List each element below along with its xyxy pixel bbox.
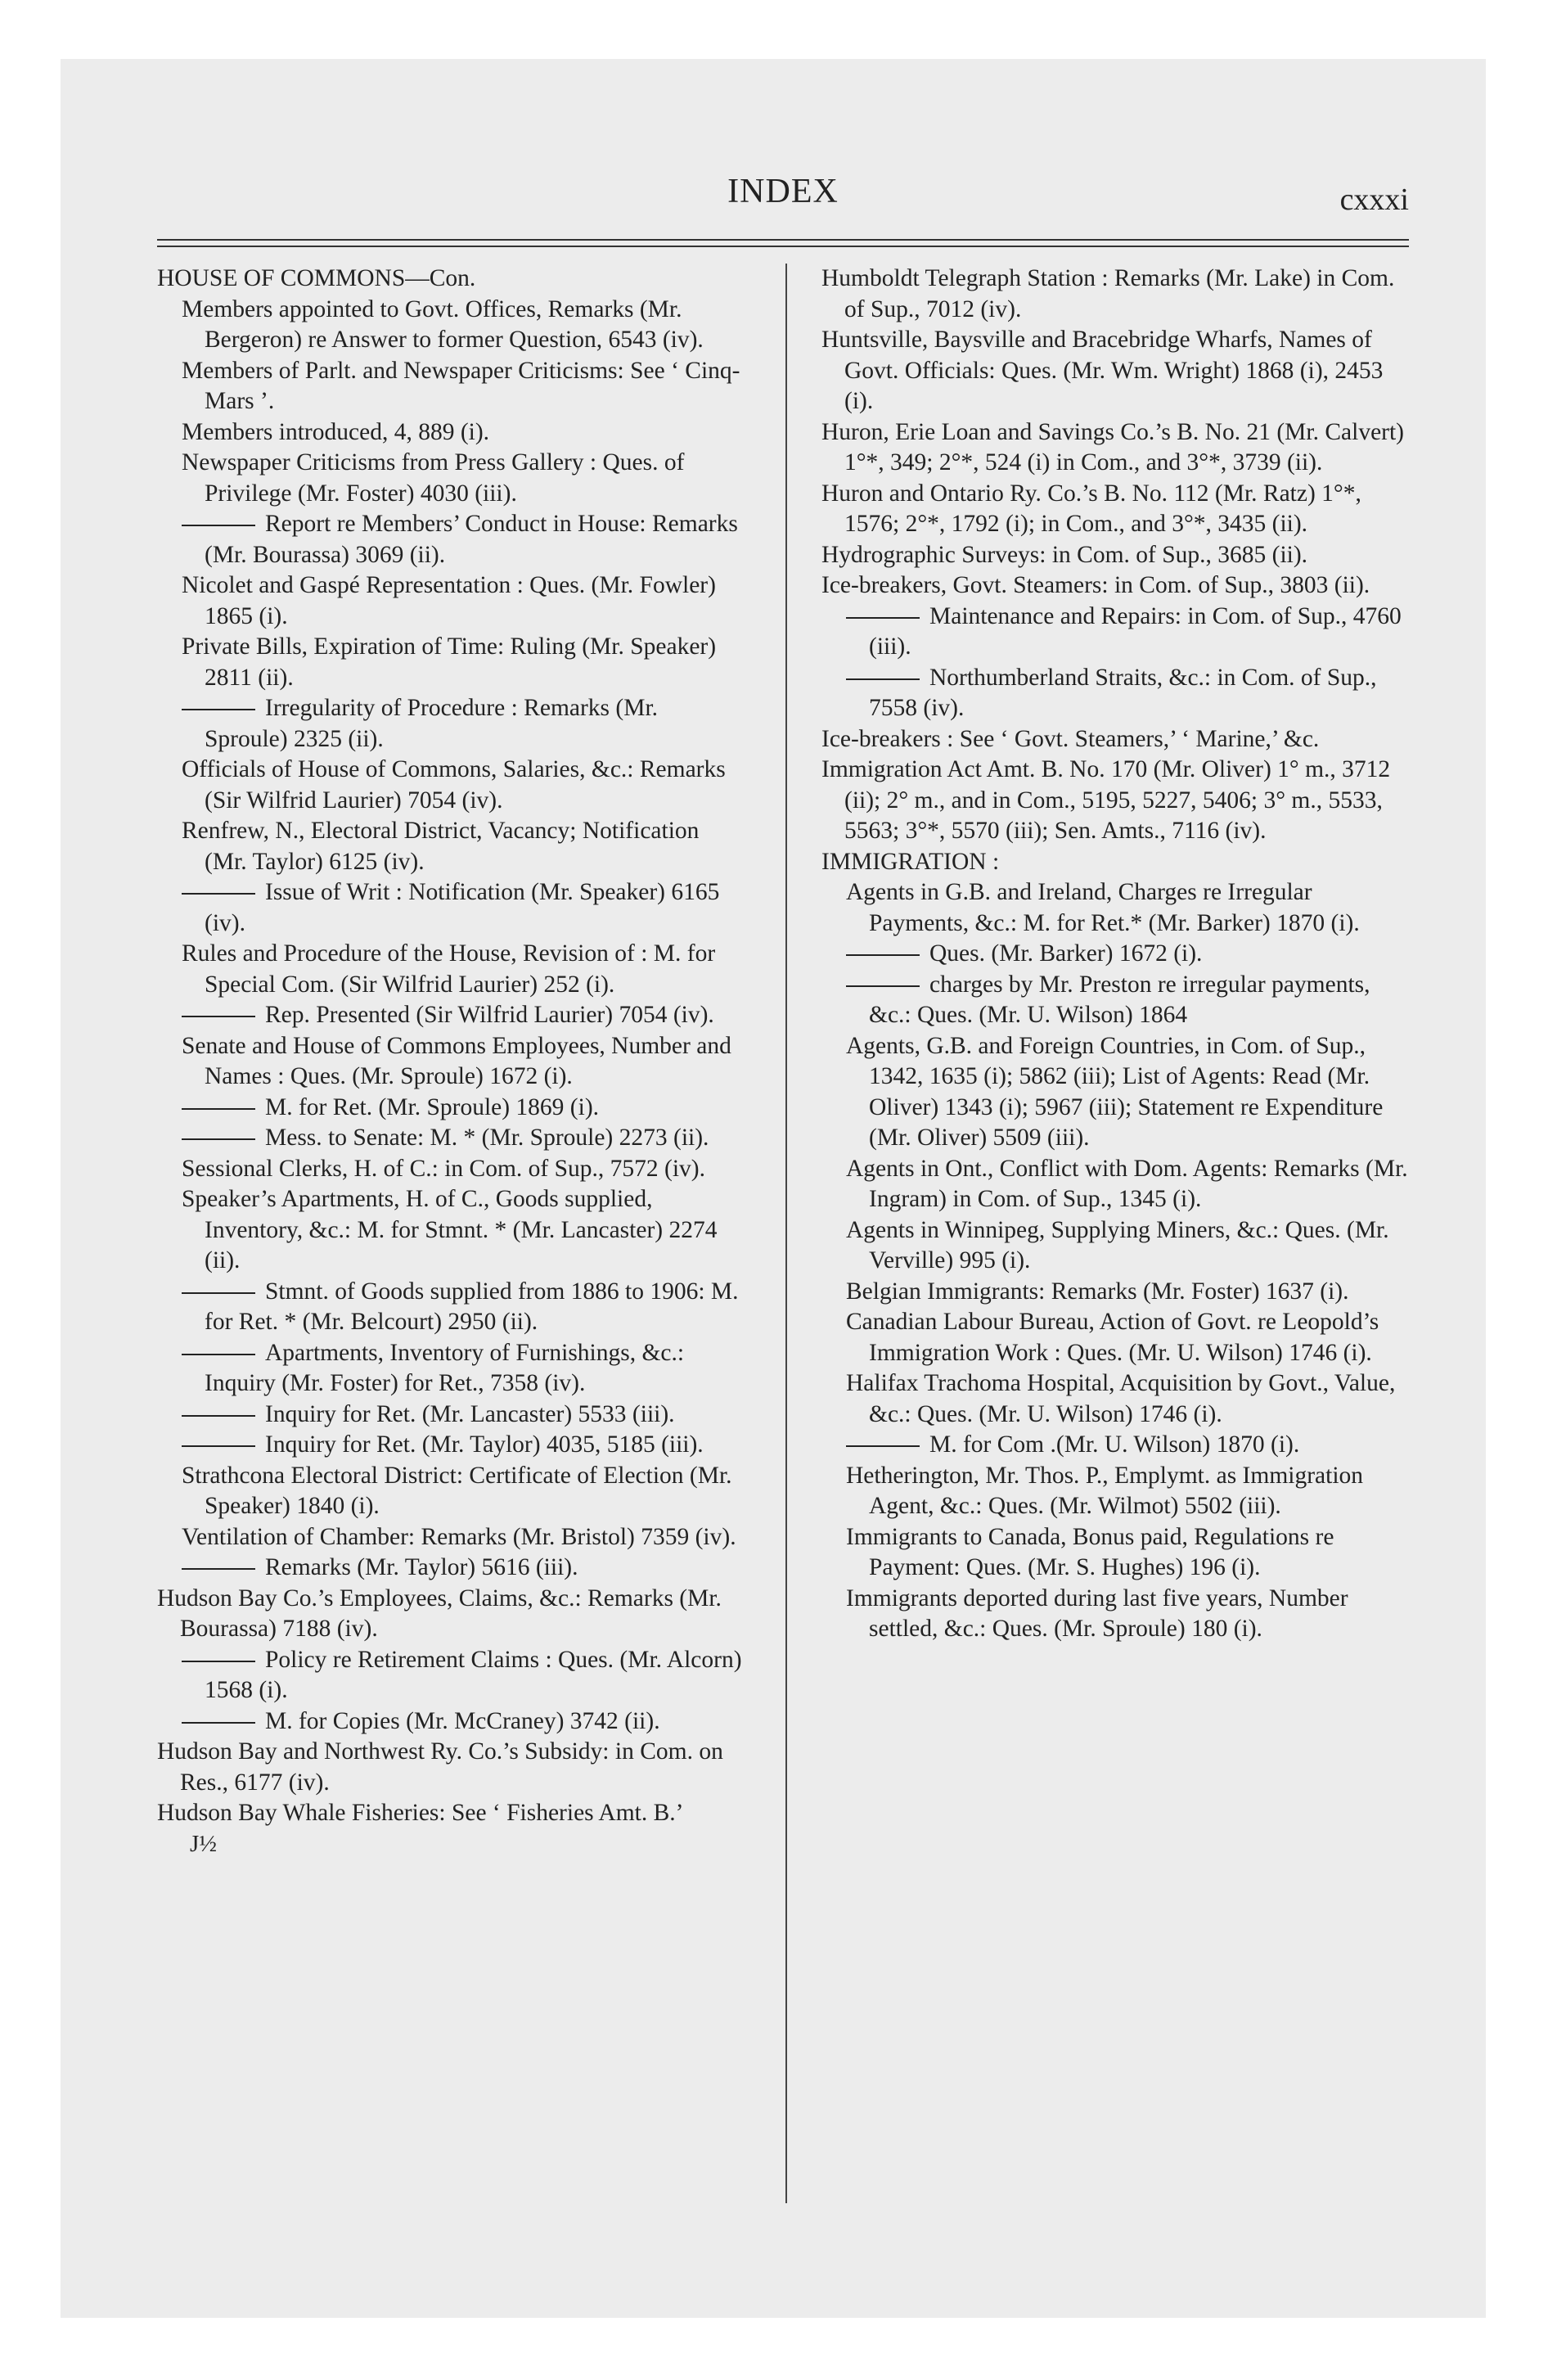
index-subentry bbox=[821, 663, 1411, 724]
index-entry bbox=[157, 356, 746, 417]
entry-text: Humboldt Telegraph Station : Remarks (Mr. Lake) in Com. of Sup., 7012 (iv). bbox=[821, 265, 1395, 322]
entry-text: Huron, Erie Loan and Savings Co.’s B. No. 21 (Mr. Calvert) 1°*, 349; 2°*, 524 (i) in Com., and 3°*, 3739 (ii). bbox=[821, 418, 1405, 476]
entry-text: Sessional Clerks, H. of C.: in Com. of Sup., 7572 (iv). bbox=[182, 1155, 705, 1182]
index-entry bbox=[821, 1368, 1411, 1430]
index-subentry bbox=[157, 1000, 746, 1031]
index-entry bbox=[157, 939, 746, 1000]
index-entry bbox=[821, 1031, 1411, 1154]
index-entry bbox=[821, 1215, 1411, 1277]
ditto-dash bbox=[846, 1445, 920, 1447]
entry-text: Inquiry for Ret. (Mr. Taylor) 4035, 5185 (iii). bbox=[265, 1431, 704, 1458]
entry-text: Strathcona Electoral District: Certificate of Election (Mr. Speaker) 1840 (i). bbox=[182, 1462, 732, 1519]
index-subentry bbox=[157, 1400, 746, 1431]
index-subentry bbox=[157, 1123, 746, 1154]
entry-text: Immigration Act Amt. B. No. 170 (Mr. Oliver) 1° m., 3712 (ii); 2° m., and in Com., 5195, 5227, 5406; 3° m., 5533, 5563; 3°*, 5570 (iii); Sen. Amts., 7116 (iv). bbox=[821, 756, 1391, 844]
ditto-dash bbox=[846, 985, 920, 987]
scanned-page-background bbox=[61, 59, 1486, 2318]
index-entry bbox=[157, 570, 746, 632]
left-column bbox=[157, 264, 746, 1859]
column-divider bbox=[785, 264, 787, 2203]
index-entry bbox=[821, 1522, 1411, 1584]
index-entry bbox=[157, 816, 746, 877]
index-subentry bbox=[821, 1430, 1411, 1461]
index-entry bbox=[157, 1522, 746, 1553]
entry-text: Issue of Writ : Notification (Mr. Speaker) 6165 (iv). bbox=[205, 879, 720, 936]
entry-text: Huntsville, Baysville and Bracebridge Wharfs, Names of Govt. Officials: Ques. (Mr. Wm. Wright) 1868 (i), 2453 (i). bbox=[821, 327, 1384, 414]
index-entry bbox=[157, 448, 746, 509]
index-subentry bbox=[821, 939, 1411, 970]
entry-text: Inquiry for Ret. (Mr. Lancaster) 5533 (iii). bbox=[265, 1400, 675, 1427]
entry-text: Renfrew, N., Electoral District, Vacancy; Notification (Mr. Taylor) 6125 (iv). bbox=[182, 818, 700, 875]
entry-text: Stmnt. of Goods supplied from 1886 to 1906: M. for Ret. * (Mr. Belcourt) 2950 (ii). bbox=[205, 1278, 739, 1335]
index-entry bbox=[157, 417, 746, 449]
index-entry bbox=[157, 1154, 746, 1185]
ditto-dash bbox=[846, 678, 920, 680]
right-column bbox=[821, 264, 1411, 1645]
ditto-dash bbox=[182, 893, 255, 895]
index-entry bbox=[821, 1461, 1411, 1522]
index-heading bbox=[157, 264, 746, 295]
entry-text: Remarks (Mr. Taylor) 5616 (iii). bbox=[265, 1554, 578, 1580]
index-heading bbox=[157, 1584, 746, 1645]
index-entry bbox=[157, 632, 746, 693]
entry-text: Apartments, Inventory of Furnishings, &c.: Inquiry (Mr. Foster) for Ret., 7358 (iv). bbox=[205, 1339, 685, 1396]
entry-text: Halifax Trachoma Hospital, Acquisition by Govt., Value, &c.: Ques. (Mr. U. Wilson) 1746 (i). bbox=[846, 1370, 1396, 1427]
ditto-dash bbox=[182, 1661, 255, 1662]
entry-text: Agents in Winnipeg, Supplying Miners, &c.: Ques. (Mr. Verville) 995 (i). bbox=[846, 1216, 1389, 1273]
entry-text: charges by Mr. Preston re irregular payments, &c.: Ques. (Mr. U. Wilson) 1864 bbox=[869, 971, 1370, 1028]
entry-text: Ventilation of Chamber: Remarks (Mr. Bristol) 7359 (iv). bbox=[182, 1523, 736, 1550]
index-subentry bbox=[157, 1338, 746, 1400]
page-header bbox=[157, 172, 1409, 229]
ditto-dash bbox=[182, 1445, 255, 1447]
signature-mark: J½ bbox=[190, 1830, 218, 1857]
index-entry bbox=[821, 1584, 1411, 1645]
entry-text: M. for Com .(Mr. U. Wilson) 1870 (i). bbox=[929, 1431, 1300, 1458]
entry-text: Hudson Bay Co.’s Employees, Claims, &c.: Remarks (Mr. Bourassa) 7188 (iv). bbox=[157, 1584, 722, 1642]
index-heading bbox=[821, 570, 1411, 602]
header-rule-top bbox=[157, 239, 1409, 241]
entry-text: Irregularity of Procedure : Remarks (Mr. Sproule) 2325 (ii). bbox=[205, 695, 659, 752]
index-heading bbox=[821, 264, 1411, 325]
header-rule-bottom bbox=[157, 246, 1409, 247]
index-heading bbox=[821, 724, 1411, 755]
ditto-dash bbox=[182, 1108, 255, 1110]
index-heading bbox=[821, 417, 1411, 479]
index-subentry bbox=[821, 602, 1411, 663]
ditto-dash bbox=[846, 954, 920, 956]
index-subentry bbox=[157, 1093, 746, 1124]
index-heading bbox=[821, 540, 1411, 571]
index-subentry bbox=[821, 970, 1411, 1031]
index-entry bbox=[157, 1184, 746, 1277]
index-heading bbox=[821, 325, 1411, 417]
index-heading bbox=[821, 847, 1411, 878]
entry-text: Belgian Immigrants: Remarks (Mr. Foster) 1637 (i). bbox=[846, 1278, 1349, 1305]
index-heading bbox=[821, 479, 1411, 540]
entry-text: Hetherington, Mr. Thos. P., Emplymt. as Immigration Agent, &c.: Ques. (Mr. Wilmot) 5502 (iii). bbox=[846, 1462, 1364, 1519]
ditto-dash bbox=[182, 1138, 255, 1140]
page-title: INDEX bbox=[727, 173, 839, 210]
entry-text: M. for Ret. (Mr. Sproule) 1869 (i). bbox=[265, 1093, 600, 1120]
entry-text: Rep. Presented (Sir Wilfrid Laurier) 7054 (iv). bbox=[265, 1002, 714, 1028]
entry-text: Ice-breakers : See ‘ Govt. Steamers,’ ‘ Marine,’ &c. bbox=[821, 725, 1320, 752]
entry-text: Agents in Ont., Conflict with Dom. Agents: Remarks (Mr. Ingram) in Com. of Sup., 1345 (i). bbox=[846, 1155, 1408, 1212]
entry-text: Northumberland Straits, &c.: in Com. of Sup., 7558 (iv). bbox=[869, 664, 1377, 721]
index-entry bbox=[157, 295, 746, 356]
entry-text: Officials of House of Commons, Salaries, &c.: Remarks (Sir Wilfrid Laurier) 7054 (iv). bbox=[182, 756, 726, 814]
entry-text: Policy re Retirement Claims : Ques. (Mr. Alcorn) 1568 (i). bbox=[205, 1646, 742, 1703]
ditto-dash bbox=[182, 1415, 255, 1417]
entry-text: Newspaper Criticisms from Press Gallery : Ques. of Privilege (Mr. Foster) 4030 (iii). bbox=[182, 449, 685, 507]
index-heading bbox=[157, 1737, 746, 1798]
entry-text: Members introduced, 4, 889 (i). bbox=[182, 418, 490, 445]
index-heading bbox=[821, 755, 1411, 847]
index-subentry bbox=[157, 1553, 746, 1584]
index-page bbox=[157, 59, 1409, 2318]
entry-text: Senate and House of Commons Employees, Number and Names : Ques. (Mr. Sproule) 1672 (i). bbox=[182, 1032, 731, 1089]
index-subentry bbox=[157, 1277, 746, 1338]
entry-text: Agents, G.B. and Foreign Countries, in Com. of Sup., 1342, 1635 (i); 5862 (iii); List of Agents: Read (Mr. Oliver) 1343 (i); 5967 (iii); Statement re Expenditure (Mr. Oliver) 5509 (iii). bbox=[846, 1032, 1384, 1151]
entry-text: Mess. to Senate: M. * (Mr. Sproule) 2273 (ii). bbox=[265, 1125, 709, 1151]
ditto-dash bbox=[182, 1568, 255, 1570]
entry-text: Agents in G.B. and Ireland, Charges re Irregular Payments, &c.: M. for Ret.* (Mr. Barker) 1870 (i). bbox=[846, 879, 1360, 936]
entry-text: Hudson Bay Whale Fisheries: See ‘ Fisheries Amt. B.’ bbox=[157, 1800, 684, 1826]
index-entry bbox=[157, 755, 746, 816]
index-entry bbox=[821, 1307, 1411, 1368]
ditto-dash bbox=[182, 525, 255, 526]
entry-text: Members appointed to Govt. Offices, Remarks (Mr. Bergeron) re Answer to former Question, 6543 (iv). bbox=[182, 295, 704, 353]
index-entry bbox=[821, 1154, 1411, 1215]
entry-text: Canadian Labour Bureau, Action of Govt. re Leopold’s Immigration Work : Ques. (Mr. U. Wilson) 1746 (i). bbox=[846, 1309, 1379, 1366]
entry-text: Huron and Ontario Ry. Co.’s B. No. 112 (Mr. Ratz) 1°*, 1576; 2°*, 1792 (i); in Com., and 3°*, 3435 (ii). bbox=[821, 480, 1361, 537]
ditto-dash bbox=[182, 1292, 255, 1294]
index-subentry bbox=[157, 1706, 746, 1738]
index-subentry bbox=[157, 1645, 746, 1706]
entry-text: M. for Copies (Mr. McCraney) 3742 (ii). bbox=[265, 1707, 660, 1734]
entry-text: Private Bills, Expiration of Time: Ruling (Mr. Speaker) 2811 (ii). bbox=[182, 633, 717, 691]
index-subentry bbox=[157, 509, 746, 570]
ditto-dash bbox=[182, 709, 255, 710]
entry-text: Nicolet and Gaspé Representation : Ques. (Mr. Fowler) 1865 (i). bbox=[182, 572, 716, 629]
entry-text: Hudson Bay and Northwest Ry. Co.’s Subsidy: in Com. on Res., 6177 (iv). bbox=[157, 1738, 723, 1796]
entry-text: Immigrants to Canada, Bonus paid, Regulations re Payment: Ques. (Mr. S. Hughes) 196 (i). bbox=[846, 1523, 1334, 1580]
entry-text: Rules and Procedure of the House, Revision of : M. for Special Com. (Sir Wilfrid Laurier) 252 (i). bbox=[182, 940, 716, 998]
index-entry bbox=[157, 1461, 746, 1522]
ditto-dash bbox=[846, 617, 920, 619]
entry-text: HOUSE OF COMMONS—Con. bbox=[157, 265, 476, 291]
index-subentry bbox=[157, 877, 746, 939]
entry-text: Speaker’s Apartments, H. of C., Goods supplied, Inventory, &c.: M. for Stmnt. * (Mr. Lancaster) 2274 (ii). bbox=[182, 1186, 718, 1273]
index-heading bbox=[157, 1798, 746, 1829]
entry-text: IMMIGRATION : bbox=[821, 848, 1000, 875]
entry-text: Maintenance and Repairs: in Com. of Sup., 4760 (iii). bbox=[869, 602, 1402, 660]
entry-text: Ice-breakers, Govt. Steamers: in Com. of Sup., 3803 (ii). bbox=[821, 572, 1370, 598]
index-subentry bbox=[157, 693, 746, 755]
entry-text: Ques. (Mr. Barker) 1672 (i). bbox=[929, 940, 1203, 967]
index-entry bbox=[821, 1277, 1411, 1308]
index-entry bbox=[821, 877, 1411, 939]
ditto-dash bbox=[182, 1354, 255, 1355]
page-number: cxxxi bbox=[1339, 183, 1409, 217]
entry-text: Immigrants deported during last five years, Number settled, &c.: Ques. (Mr. Sproule) 180 (i). bbox=[846, 1584, 1348, 1642]
entry-text: Report re Members’ Conduct in House: Remarks (Mr. Bourassa) 3069 (ii). bbox=[205, 511, 738, 568]
index-subentry bbox=[157, 1430, 746, 1461]
entry-text: Hydrographic Surveys: in Com. of Sup., 3685 (ii). bbox=[821, 541, 1308, 568]
index-entry bbox=[157, 1031, 746, 1093]
ditto-dash bbox=[182, 1016, 255, 1017]
ditto-dash bbox=[182, 1722, 255, 1724]
entry-text: Members of Parlt. and Newspaper Criticisms: See ‘ Cinq-Mars ’. bbox=[182, 357, 740, 414]
